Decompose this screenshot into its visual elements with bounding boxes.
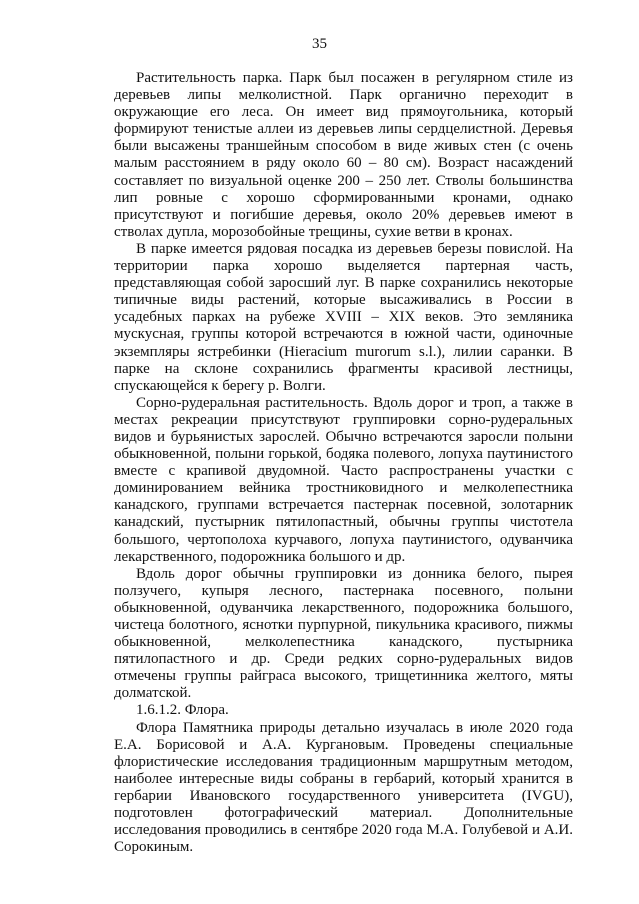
paragraph-birch-planting: В парке имеется рядовая посадка из деревьев березы повислой. На территории парка хорошо выделяется партерная часть, представляющая собой заросший луг. В парке сохранились некоторые типичные виды растений, которые высаживались в России в усадебных парках на рубеже XVIII – XIX веков. Это земляника мускусная, группы которой встречаются в южной части, одиночные экземпляры ястребинки (Hieracium murorum s.l.), лилии саранки. В парке на склоне сохранились фрагменты красивой лестницы, спускающейся к берегу р. Волги.	[114, 240, 573, 394]
section-heading-flora: 1.6.1.2. Флора.	[136, 702, 229, 719]
paragraph-park-vegetation: Растительность парка. Парк был посажен в регулярном стиле из деревьев липы мелколистной. Парк органично переходит в окружающие его леса. Он имеет вид прямоугольника, который формируют тенистые аллеи из деревьев липы сердцелистной. Деревья были высажены траншейным способом в виде живых стен (с очень малым расстоянием в ряду около 60 – 80 см). Возраст насаждений составляет по визуальной оценке 200 – 250 лет. Стволы большинства лип ровные с хорошо сформированными кронами, однако присутствуют и погибшие деревья, около 20% деревьев имеют в стволах дупла, морозобойные трещины, сухие ветви в кронах.	[114, 70, 573, 240]
page-number: 35	[312, 36, 327, 52]
paragraph-roadside-groups: Вдоль дорог обычны группировки из донника белого, пырея ползучего, купыря лесного, пастернака посевного, полыни обыкновенной, одуванчика лекарственного, подорожника большого, чистеца болотного, яснотки пурпурной, пикульника красивого, пижмы обыкновенной, мелколепестника канадского, пустырника пятилопастного и др. Среди редких сорно-рудеральных видов отмечены группы райграса высокого, трищетинника желтого, мяты долматской.	[114, 565, 573, 702]
paragraph-flora-study: Флора Памятника природы детально изучалась в июле 2020 года Е.А. Борисовой и А.А. Кургановым. Проведены специальные флористические исследования традиционным маршрутным методом, наиболее интересные виды собраны в гербарий, который хранится в гербарии Ивановского государственного университета (IVGU), подготовлен фотографический материал. Дополнительные исследования проводились в сентябре 2020 года М.А. Голубевой и А.И. Сорокиным.	[114, 719, 573, 856]
paragraph-ruderal-vegetation: Сорно-рудеральная растительность. Вдоль дорог и троп, а также в местах рекреации присутствуют группировки сорно-рудеральных видов и бурьянистых зарослей. Обычно встречаются заросли полыни обыкновенной, полыни горькой, бодяка полевого, лопуха паутинистого вместе с крапивой двудомной. Часто распространены участки с доминированием вейника тростниковидного и мелколепестника канадского, группами встречается пастернак посевной, золотарник канадский, пустырник пятилопастный, обычны группы чистотела большого, чертополоха курчавого, лопуха паутинистого, одуванчика лекарственного, подорожника большого и др.	[114, 394, 573, 565]
page-body	[114, 70, 573, 856]
